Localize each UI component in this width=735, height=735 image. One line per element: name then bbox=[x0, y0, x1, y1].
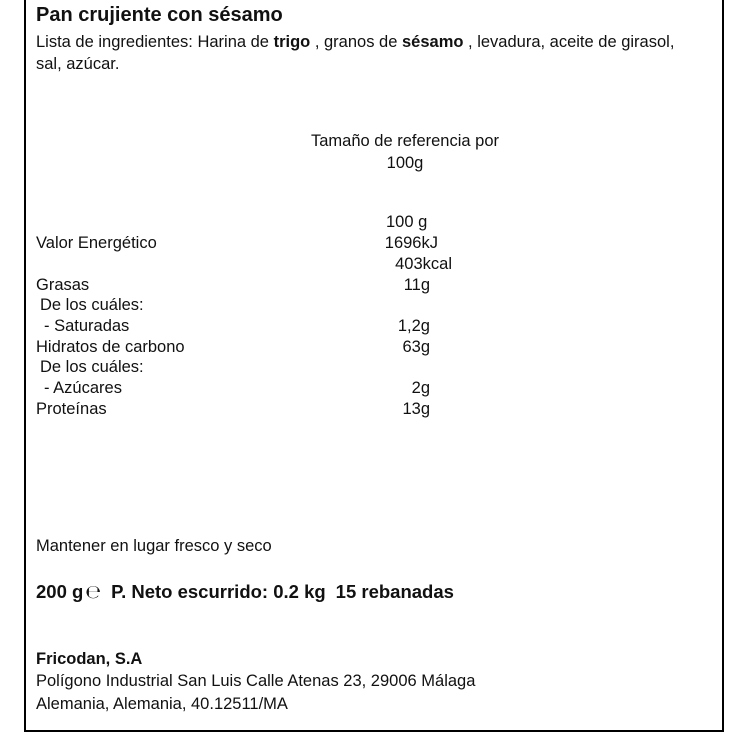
company-country-line: Alemania, Alemania, 40.12511/MA bbox=[36, 695, 288, 713]
row-grasas-value: 11g bbox=[403, 276, 430, 294]
slices-count: 15 rebanadas bbox=[335, 581, 454, 602]
ingredients-mid: , granos de bbox=[310, 33, 402, 51]
row-energy-kj: 1696kJ bbox=[384, 234, 438, 252]
company-name: Fricodan, S.A bbox=[36, 650, 143, 668]
row-energy-label: Valor Energético bbox=[36, 234, 157, 252]
ingredients-list bbox=[36, 31, 696, 75]
reference-header: Tamaño de referencia por 100g bbox=[310, 132, 500, 172]
company-address: Polígono Industrial San Luis Calle Atenas 23, 29006 Málaga bbox=[36, 672, 476, 690]
net-weight: 200 g bbox=[36, 581, 84, 602]
column-header: 100 g bbox=[386, 213, 428, 231]
ingredients-prefix: Lista de ingredientes: Harina de bbox=[36, 33, 274, 51]
ingredients-suffix: , levadura, aceite de girasol, sal, azúcar. bbox=[36, 33, 675, 73]
row-grasas-label: Grasas bbox=[36, 276, 90, 294]
row-azucares-label: - Azúcares bbox=[44, 379, 122, 397]
storage-instructions: Mantener en lugar fresco y seco bbox=[36, 537, 272, 555]
row-de-los-cuales-2: De los cuáles: bbox=[40, 358, 144, 376]
allergen-sesamo: sésamo bbox=[401, 33, 464, 51]
product-title: Pan crujiente con sésamo bbox=[36, 4, 283, 26]
estimated-sign-icon: ℮ bbox=[85, 582, 102, 603]
row-hidratos-label: Hidratos de carbono bbox=[36, 338, 185, 356]
allergen-trigo: trigo bbox=[273, 33, 311, 51]
row-hidratos-value: 63g bbox=[402, 338, 430, 356]
row-azucares-value: 2g bbox=[411, 379, 430, 397]
weight-line bbox=[36, 581, 454, 603]
row-energy-kcal: 403kcal bbox=[395, 255, 452, 273]
drained-weight: P. Neto escurrido: 0.2 kg bbox=[111, 581, 326, 602]
row-proteinas-label: Proteínas bbox=[36, 400, 107, 418]
row-saturadas-value: 1,2g bbox=[397, 317, 430, 335]
row-saturadas-label: - Saturadas bbox=[44, 317, 130, 335]
row-de-los-cuales-1: De los cuáles: bbox=[40, 296, 144, 314]
row-proteinas-value: 13g bbox=[402, 400, 430, 418]
